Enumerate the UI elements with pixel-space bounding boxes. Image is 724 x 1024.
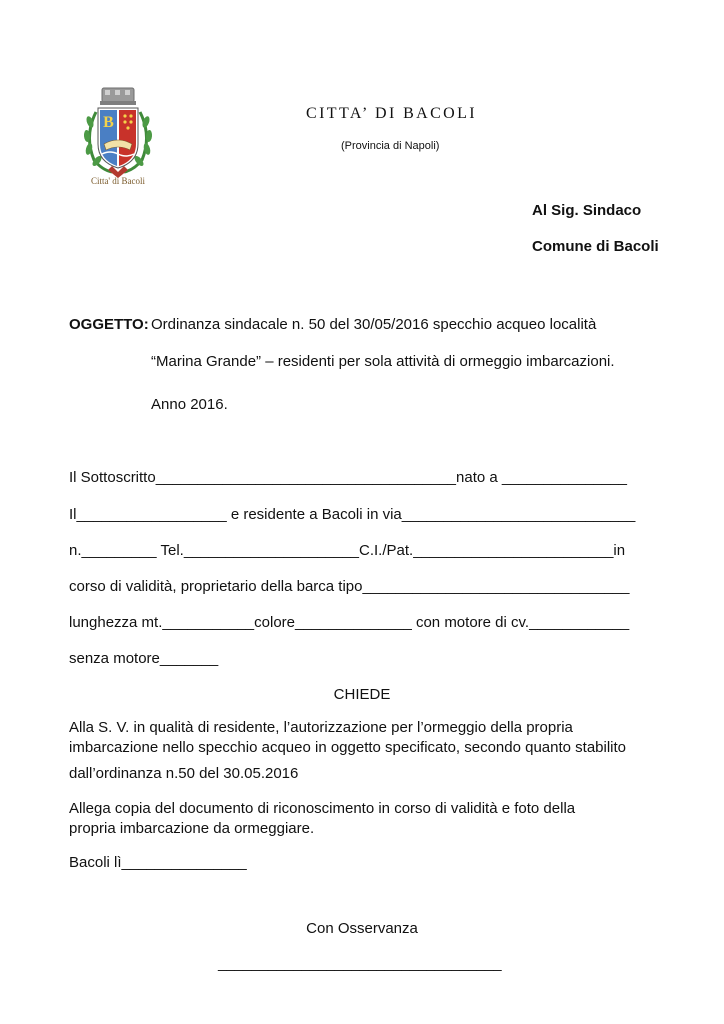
form-line-boat-details[interactable]: lunghezza mt.___________colore______________ con motore di cv.____________ [69, 614, 630, 631]
city-title: CITTA’ DI BACOLI [306, 105, 478, 122]
attachment-paragraph-line: Allega copia del documento di riconoscimento in corso di validità e foto della [69, 800, 576, 817]
subject-line-1: Ordinanza sindacale n. 50 del 30/05/2016 specchio acqueo località [151, 316, 597, 333]
subject-line-3: Anno 2016. [151, 396, 228, 413]
province-subtitle: (Provincia di Napoli) [341, 140, 440, 152]
addressee-mayor: Al Sig. Sindaco [532, 202, 642, 219]
attachment-paragraph-line: propria imbarcazione da ormeggiare. [69, 820, 315, 837]
subject-line-2: “Marina Grande” – residenti per sola attività di ormeggio imbarcazioni. [151, 353, 615, 370]
form-line-boat-type[interactable]: corso di validità, proprietario della barca tipo________________________________ [69, 578, 630, 595]
crest-emblem-icon [78, 86, 158, 190]
addressee-municipality: Comune di Bacoli [532, 238, 659, 255]
signature-line[interactable]: __________________________________ [218, 955, 502, 972]
request-paragraph-line: imbarcazione nello specchio acqueo in oggetto specificato, secondo quanto stabilito [69, 739, 627, 756]
form-line-residence[interactable]: Il__________________ e residente a Bacoli in via____________________________ [69, 506, 636, 523]
crest-caption: Citta' di Bacoli [90, 176, 146, 186]
form-line-name[interactable]: Il Sottoscritto____________________________________nato a _______________ [69, 469, 628, 486]
subject-label: OGGETTO: [69, 316, 149, 333]
svg-text:B: B [103, 114, 114, 131]
closing-salutation: Con Osservanza [306, 920, 418, 937]
place-date-field[interactable]: Bacoli lì_______________ [69, 854, 247, 871]
request-paragraph-line: Alla S. V. in qualità di residente, l’autorizzazione per l’ormeggio della propria [69, 719, 573, 736]
request-heading: CHIEDE [333, 686, 391, 703]
form-line-phone-id[interactable]: n._________ Tel._____________________C.I./Pat.________________________in [69, 542, 626, 559]
form-line-no-engine[interactable]: senza motore_______ [69, 650, 219, 667]
request-paragraph-line: dall’ordinanza n.50 del 30.05.2016 [69, 765, 299, 782]
city-crest-logo [78, 86, 158, 190]
